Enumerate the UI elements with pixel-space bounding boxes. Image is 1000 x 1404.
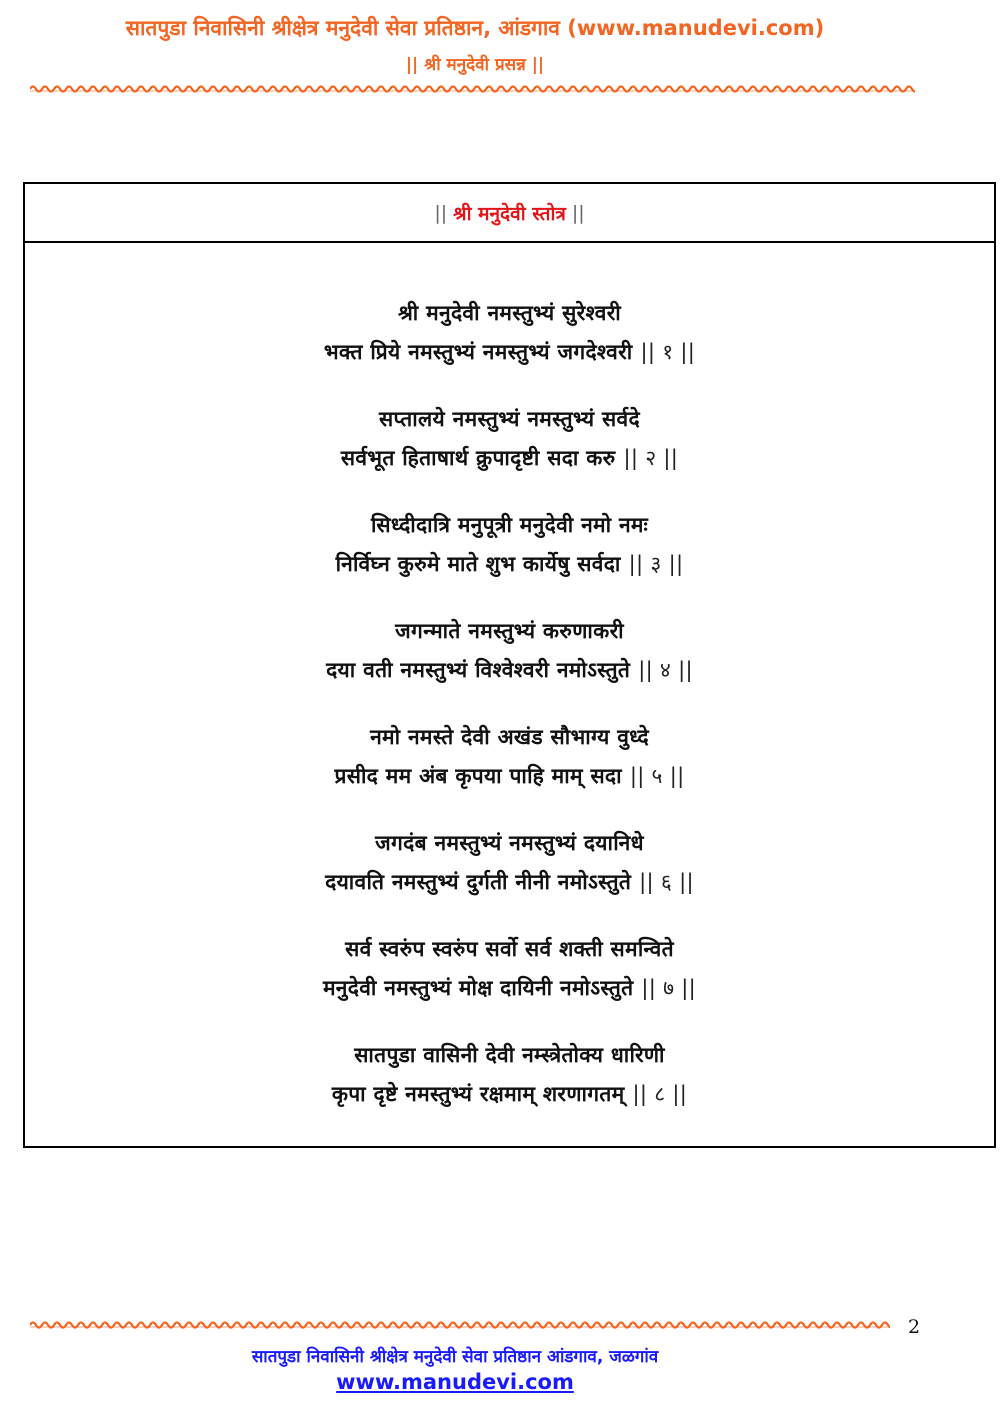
- verse-line: [25, 863, 994, 902]
- header-title: सातपुडा निवासिनी श्रीक्षेत्र मनुदेवी सेवा प्रतिष्ठान, आंडगाव (www.manudevi.com): [125, 16, 825, 40]
- verse-7: [25, 930, 994, 1036]
- page-number: 2: [908, 1316, 921, 1338]
- verse-line: सिध्दीदात्रि मनुपूत्री मनुदेवी नमो नमः: [370, 513, 649, 537]
- verse-line: सर्व स्वरुंप स्वरुंप सर्वो सर्व शक्ती समन्विते: [345, 937, 674, 961]
- verse-line: जगदंब नमस्तुभ्यं नमस्तुभ्यं दयानिधे: [375, 831, 644, 855]
- verse-4: [25, 612, 994, 718]
- verse-1: [25, 294, 994, 400]
- verse-number: || ४ ||: [638, 658, 693, 682]
- verse-line: [25, 651, 994, 690]
- verse-line: [25, 333, 994, 372]
- decorative-wave-bottom: [30, 1318, 890, 1332]
- verse-line-text: प्रसीद मम अंब कृपया पाहि माम् सदा: [334, 764, 622, 788]
- header-subtitle: || श्री मनुदेवी प्रसन्न ||: [405, 55, 545, 75]
- verse-line: [25, 439, 994, 478]
- verse-line: [25, 545, 994, 584]
- stotra-title: श्री मनुदेवी स्तोत्र: [453, 202, 566, 225]
- verse-line: [25, 757, 994, 796]
- verse-line: सातपुडा वासिनी देवी नम्स्त्रेतोक्य धारिणी: [354, 1043, 665, 1067]
- verse-line: जगन्माते नमस्तुभ्यं करुणाकरी: [395, 619, 624, 643]
- decorative-wave-top: [30, 82, 915, 96]
- footer-text: सातपुडा निवासिनी श्रीक्षेत्र मनुदेवी सेवा प्रतिष्ठान आंडगाव, जळगांव: [251, 1347, 659, 1367]
- verse-5: [25, 718, 994, 824]
- verse-3: [25, 506, 994, 612]
- title-bar-right: ||: [571, 201, 585, 224]
- verse-number: || २ ||: [623, 446, 679, 470]
- verse-line: [25, 1075, 994, 1114]
- verse-line: नमो नमस्ते देवी अखंड सौभाग्य वुध्दे: [370, 725, 649, 749]
- verse-line-text: मनुदेवी नमस्तुभ्यं मोक्ष दायिनी नमोऽस्तुते: [322, 976, 634, 1000]
- verse-line-text: निर्विघ्न कुरुमे माते शुभ कार्येषु सर्वदा: [335, 552, 621, 576]
- verse-line-text: दया वती नमस्तुभ्यं विश्वेश्वरी नमोऽस्तुते: [326, 658, 631, 682]
- verse-number: || ३ ||: [628, 552, 684, 576]
- verse-6: [25, 824, 994, 930]
- verse-line-text: सर्वभूत हिताषार्थ क्रुपादृष्टी सदा करु: [340, 446, 616, 470]
- stotra-header: [25, 184, 994, 243]
- verse-8: [25, 1036, 994, 1142]
- verse-line-text: दयावति नमस्तुभ्यं दुर्गती नीनी नमोऽस्तुते: [325, 870, 632, 894]
- verse-number: || १ ||: [640, 340, 696, 364]
- verse-2: [25, 400, 994, 506]
- title-bar-left: ||: [434, 201, 448, 224]
- verse-number: || ७ ||: [641, 976, 697, 1000]
- verse-line-text: भक्त प्रिये नमस्तुभ्यं नमस्तुभ्यं जगदेश्वरी: [323, 340, 633, 364]
- stotra-box: [23, 182, 996, 1148]
- verse-number: || ८ ||: [632, 1082, 688, 1106]
- verse-number: || ६ ||: [639, 870, 694, 894]
- verse-line: [25, 969, 994, 1008]
- footer-link[interactable]: www.manudevi.com: [336, 1370, 574, 1394]
- verse-line: श्री मनुदेवी नमस्तुभ्यं सुरेश्वरी: [397, 301, 622, 325]
- verse-line: सप्तालये नमस्तुभ्यं नमस्तुभ्यं सर्वदे: [379, 407, 640, 431]
- verse-number: || ५ ||: [629, 764, 685, 788]
- verse-list: [25, 294, 994, 1142]
- verse-line-text: कृपा दृष्टे नमस्तुभ्यं रक्षमाम् शरणागतम्: [331, 1082, 625, 1106]
